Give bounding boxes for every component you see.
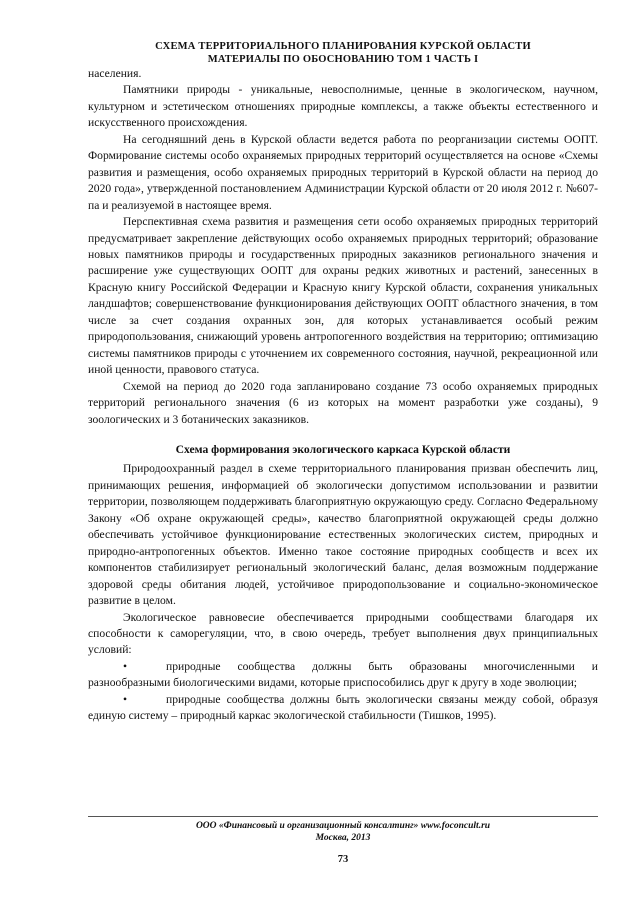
page-number: 73: [337, 854, 349, 865]
footer-company: ООО «Финансовый и организационный консалтинг» www.foconcult.ru: [195, 821, 491, 831]
paragraph: Природоохранный раздел в схеме территориального планирования призван обеспечить лиц, принимающих решения, информацией об экологически допустимом использовании и развитии территории, позволяющем поддерживать благоприятную окружающую среду. Согласно Федеральному Закону «Об охране окружающей среды», качество благоприятной окружающей среды должно обеспечивать устойчивое функционирование естественных экологических систем, природных и природно-антропогенных объектов. Именно такое состояние природных сообществ и всех их компонентов стабилизирует региональный экологический баланс, делая возможным поддержание здоровой среды обитания людей, устойчивое природопользование и социально-экономическое развитие в целом.: [88, 462, 598, 608]
paragraph: На сегодняшний день в Курской области ведется работа по реорганизации системы ООПТ. Формирование системы особо охраняемых природных территорий осуществляется на основе «Схемы развития и размещения, особо охраняемых природных территорий в Курской области на период до 2020 года», утвержденной постановлением Администрации Курской области от 20 июля 2012 г. №607-па и реализуемой в настоящее время.: [88, 132, 598, 212]
footer-divider: [88, 816, 598, 817]
footer-city-year: Москва, 2013: [315, 833, 371, 843]
list-item: [88, 692, 598, 725]
paragraph: Экологическое равновесие обеспечивается природными сообществами благодаря их способности к саморегуляции, что, в свою очередь, требует выполнения двух принципиальных условий:: [88, 610, 598, 657]
list-item: [88, 659, 598, 692]
paragraph: населения.: [88, 67, 142, 80]
bullet-icon: •: [123, 692, 128, 706]
paragraph: Памятники природы - уникальные, невосполнимые, ценные в экологическом, научном, культурном и эстетическом отношениях природные комплексы, а также объекты естественного и искусственного происхождения.: [88, 83, 598, 130]
list-item-text: природные сообщества должны быть экологически связаны между собой, образуя единую систему – природный каркас экологической стабильности (Тишков, 1995).: [88, 692, 598, 723]
running-header-subtitle: МАТЕРИАЛЫ ПО ОБОСНОВАНИЮ ТОМ 1 ЧАСТЬ I: [207, 54, 479, 65]
section-heading: Схема формирования экологического каркаса Курской области: [175, 442, 511, 456]
paragraph: Схемой на период до 2020 года запланировано создание 73 особо охраняемых природных территорий регионального значения (6 из которых на момент разработки уже созданы), 9 зоологических и 3 ботанических заказников.: [88, 379, 598, 426]
bullet-icon: •: [123, 659, 128, 673]
running-header-title: СХЕМА ТЕРРИТОРИАЛЬНОГО ПЛАНИРОВАНИЯ КУРСКОЙ ОБЛАСТИ: [155, 41, 531, 52]
body-text: [88, 66, 598, 725]
paragraph: Перспективная схема развития и размещения сети особо охраняемых природных территорий предусматривает закрепление действующих особо охраняемых природных территорий; образование новых памятников природы и государственных природных заказников регионального значения и расширение уже существующих ООПТ для охраны редких животных и растений, занесенных в Красную книгу Российской Федерации и Красную книгу Курской области, сохранения уникальных ландшафтов; совершенствование функционирования действующих ООПТ областного значения, в том числе за счет создания охранных зон, для которых устанавливается особый режим природопользования, снижающий уровень антропогенного воздействия на территорию; оптимизацию системы памятников природы с уточнением их современного состояния, научной, рекреационной или иной ценности, правового статуса.: [88, 215, 598, 377]
list-item-text: природные сообщества должны быть образованы многочисленными и разнообразными биологическими видами, которые приспособились друг к другу в ходе эволюции;: [88, 659, 598, 690]
